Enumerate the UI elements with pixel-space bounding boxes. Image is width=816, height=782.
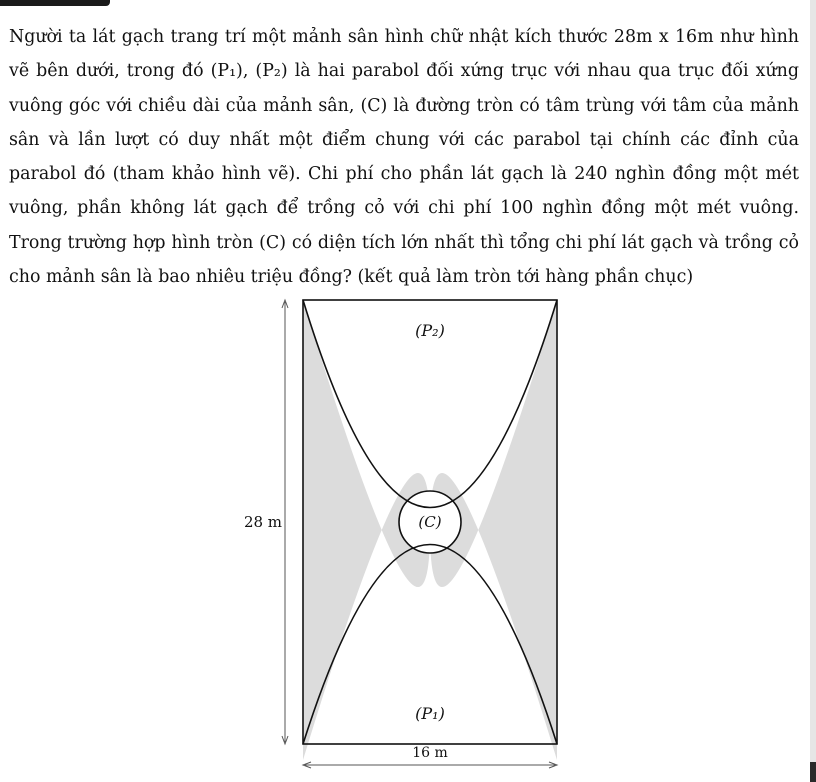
label-p2: (P₂) (415, 321, 445, 340)
label-height: 28 m (243, 513, 283, 531)
scrollbar-thumb[interactable] (810, 762, 816, 782)
scrollbar-track[interactable] (810, 0, 816, 782)
label-p1: (P₁) (415, 704, 445, 723)
label-width: 16 m (412, 745, 448, 761)
problem-text: Người ta lát gạch trang trí một mảnh sân hình chữ nhật kích thước 28m x 16m như hình vẽ bên dưới, trong đó (P₁), (P₂) là hai parabol đối xứng trục với nhau qua trục đối xứng vuông góc với chiều dài của mảnh sân, (C) là đường tròn có tâm trùng với tâm của mảnh sân và lần lượt có duy nhất một điểm chung với các parabol tại chính các đỉnh của parabol đó (tham khảo hình vẽ). Chi phí cho phần lát gạch là 240 nghìn đồng một mét vuông, phần không lát gạch để trồng cỏ với chi phí 100 nghìn đồng một mét vuông. Trong trường hợp hình tròn (C) có diện tích lớn nhất thì tổng chi phí lát gạch và trồng cỏ cho mảnh sân là bao nhiêu triệu đồng? (kết quả làm tròn tới hàng phần chục) (9, 27, 799, 288)
label-c: (C) (418, 513, 442, 531)
